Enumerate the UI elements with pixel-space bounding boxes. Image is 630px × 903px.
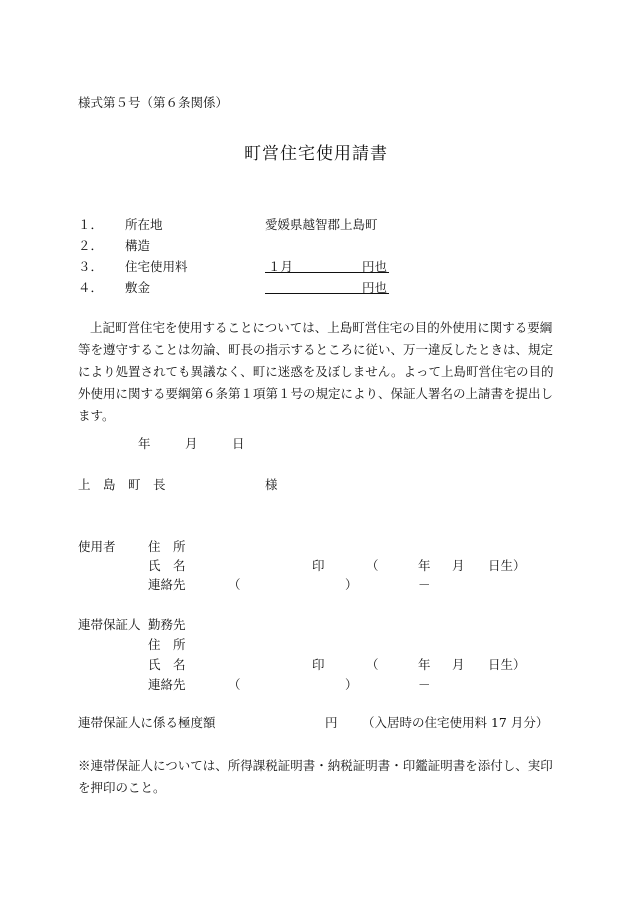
item-2-label: 構造 [125,238,151,253]
guarantor-workplace-label: 勤務先 [148,617,186,632]
guarantor-address-label: 住 所 [148,637,186,652]
guarantor-contact-open: （ [228,677,241,692]
user-birth-year: 年 [418,558,431,573]
date-day: 日 [232,436,245,451]
addressee-name: 上 島 町 長 [78,477,166,492]
guarantor-birth-year: 年 [418,657,431,672]
limit-label: 連帯保証人に係る極度額 [78,715,216,730]
limit-unit: 円 [325,715,338,730]
user-birth-day: 日生） [488,558,526,573]
guarantor-contact-label: 連絡先 [148,677,186,692]
item-1-number: １． [78,217,104,232]
guarantor-name-label: 氏 名 [148,657,186,672]
user-seal: 印 [312,558,325,573]
guarantor-birth-day: 日生） [488,657,526,672]
guarantor-contact-dash: － [418,677,431,692]
guarantor-heading: 連帯保証人 [78,617,141,632]
user-heading: 使用者 [78,539,116,554]
date-year: 年 [138,436,151,451]
user-contact-close: ） [345,577,358,592]
guarantor-seal: 印 [312,657,325,672]
item-2-number: ２． [78,238,104,253]
item-3-label: 住宅使用料 [125,259,188,274]
limit-note: （入居時の住宅使用料 17 月分） [362,715,549,730]
item-4-suffix: 円也 [362,280,388,295]
addressee-honorific: 様 [265,477,278,492]
item-1-value: 愛媛県越智郡上島町 [265,217,378,232]
user-contact-dash: － [418,577,431,592]
user-name-label: 氏 名 [148,558,186,573]
footnote: ※連帯保証人については、所得課税証明書・納税証明書・印鑑証明書を添付し、実印を押印のこと。 [78,758,553,795]
guarantor-birth-month: 月 [452,657,465,672]
form-number: 様式第５号（第６条関係） [78,95,229,110]
item-4-label: 敷金 [125,280,151,295]
user-contact-label: 連絡先 [148,577,186,592]
user-contact-open: （ [228,577,241,592]
user-birth-month: 月 [452,558,465,573]
item-3-prefix: １月 [268,259,294,274]
declaration-paragraph: 上記町営住宅を使用することについては、上島町営住宅の目的外使用に関する要綱等を遵守することは勿論、町長の指示するところに従い、万一違反したときは、規定により処置されても異議なく、町に迷惑を及ぼしません。よって上島町営住宅の目的外使用に関する要綱第６条第１項第１号の規定により、保証人署名の上請書を提出します。 [78,320,554,423]
document-title: 町営住宅使用請書 [244,144,388,164]
guarantor-birth-open: （ [366,657,379,672]
user-address-label: 住 所 [148,539,186,554]
item-1-label: 所在地 [125,217,163,232]
item-4-number: ４． [78,280,104,295]
guarantor-contact-close: ） [345,677,358,692]
item-3-suffix: 円也 [362,259,388,274]
item-3-number: ３． [78,259,104,274]
user-birth-open: （ [366,558,379,573]
date-month: 月 [185,436,198,451]
